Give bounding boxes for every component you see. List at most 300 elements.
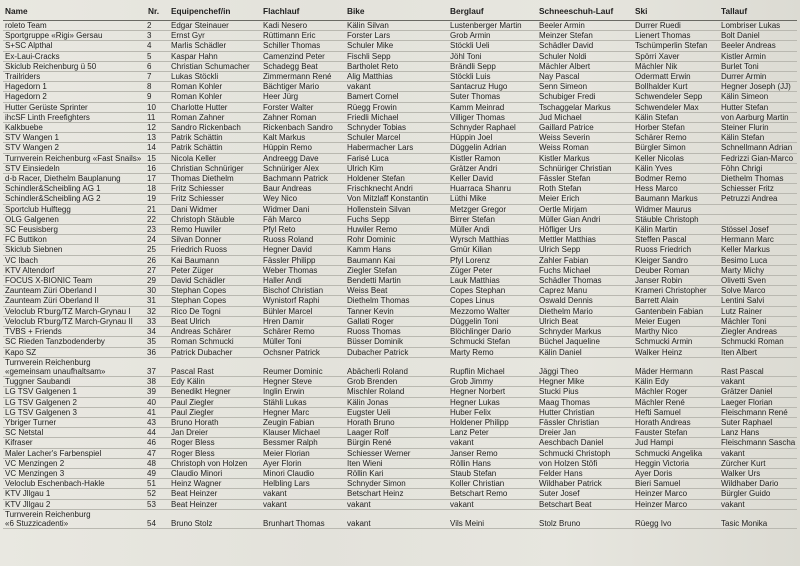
team-number-cell: 43 <box>146 417 169 427</box>
schneeschuh-lauf-cell: Wildhaber Patrick <box>537 479 633 489</box>
table-row <box>3 458 797 468</box>
flachlauf-cell: Bessmer Ralph <box>261 438 345 448</box>
table-row <box>3 174 797 184</box>
bike-cell: Schnyder Tobias <box>345 123 448 133</box>
team-name-line: Kapo SZ <box>5 347 37 357</box>
team-name-cell <box>3 92 146 102</box>
table-row <box>3 438 797 448</box>
tallauf-cell: Schmucki Roman <box>719 337 797 347</box>
team-number-cell: 11 <box>146 112 169 122</box>
flachlauf-cell: Ochsner Patrick <box>261 347 345 357</box>
schneeschuh-lauf-cell: Schädler David <box>537 41 633 51</box>
ski-cell: Hefti Samuel <box>633 407 719 417</box>
flachlauf-cell: Bühler Marcel <box>261 306 345 316</box>
flachlauf-cell: Minori Claudio <box>261 468 345 478</box>
tallauf-cell: Stössel Josef <box>719 225 797 235</box>
berglauf-cell: Copes Stephan <box>448 286 537 296</box>
team-name-cell <box>3 397 146 407</box>
berglauf-cell: Hegner Lukas <box>448 397 537 407</box>
team-name-cell <box>3 174 146 184</box>
bike-cell: Horath Bruno <box>345 417 448 427</box>
team-number-cell: 9 <box>146 92 169 102</box>
bike-cell: vakant <box>345 82 448 92</box>
team-name-cell <box>3 123 146 133</box>
team-name-line: Ex-Laui-Cracks <box>5 51 60 61</box>
ski-cell: Gantenbein Fabian <box>633 306 719 316</box>
team-number-cell: 53 <box>146 499 169 509</box>
equipenchef-cell: Peter Züger <box>169 265 261 275</box>
schneeschuh-lauf-cell: Felder Hans <box>537 468 633 478</box>
tallauf-cell: Walker Urs <box>719 468 797 478</box>
team-name-line: Veloclub Eschenbach-Hakle <box>5 479 105 489</box>
team-number-cell: 4 <box>146 41 169 51</box>
schneeschuh-lauf-cell: Höfliger Urs <box>537 225 633 235</box>
flachlauf-cell: Meier Florian <box>261 448 345 458</box>
equipenchef-cell: Paul Ziegler <box>169 397 261 407</box>
ski-cell: Heinzer Marco <box>633 489 719 499</box>
berglauf-cell: Müller Andi <box>448 225 537 235</box>
team-name-cell <box>3 489 146 499</box>
schneeschuh-lauf-cell: Fuchs Michael <box>537 265 633 275</box>
schneeschuh-lauf-cell: Weiss Roman <box>537 143 633 153</box>
team-name-cell <box>3 61 146 71</box>
bike-cell: Friedli Michael <box>345 112 448 122</box>
ski-cell: Kleiger Sandro <box>633 255 719 265</box>
tallauf-cell: Keller Markus <box>719 245 797 255</box>
bike-cell: Baumann Kai <box>345 255 448 265</box>
flachlauf-cell: Wey Nico <box>261 194 345 204</box>
bike-cell: Bamert Cornel <box>345 92 448 102</box>
tallauf-cell: Föhn Chrigi <box>719 163 797 173</box>
flachlauf-cell: Heer Jürg <box>261 92 345 102</box>
team-name-cell <box>3 296 146 306</box>
team-name-cell <box>3 163 146 173</box>
tallauf-cell: Diethelm Thomas <box>719 174 797 184</box>
berglauf-cell: Rupflin Michael <box>448 357 537 376</box>
bike-cell: Rüegg Frowin <box>345 102 448 112</box>
flachlauf-cell: Rickenbach Sandro <box>261 123 345 133</box>
flachlauf-cell: Widmer Dani <box>261 204 345 214</box>
berglauf-cell: Grätzer Andri <box>448 163 537 173</box>
table-row <box>3 255 797 265</box>
table-row <box>3 51 797 61</box>
tallauf-cell: Hegner Joseph (JJ) <box>719 82 797 92</box>
ski-cell: Steffen Pascal <box>633 235 719 245</box>
flachlauf-cell: Schnüriger Alex <box>261 163 345 173</box>
team-name-line: Trailriders <box>5 72 41 82</box>
team-number-cell: 37 <box>146 357 169 376</box>
team-number-cell: 13 <box>146 133 169 143</box>
team-name-line: Turnverein Reichenburg «Fast Snails» <box>5 153 142 163</box>
schneeschuh-lauf-cell: Stucki Pius <box>537 387 633 397</box>
berglauf-cell: Düggelin Adrian <box>448 143 537 153</box>
team-name-cell <box>3 255 146 265</box>
schneeschuh-lauf-cell: Nay Pascal <box>537 72 633 82</box>
bike-cell: Rohr Dominic <box>345 235 448 245</box>
equipenchef-cell: Thomas Diethelm <box>169 174 261 184</box>
table-row <box>3 387 797 397</box>
team-name-cell <box>3 337 146 347</box>
team-number-cell: 26 <box>146 255 169 265</box>
ski-cell: Marthy Nico <box>633 327 719 337</box>
schneeschuh-lauf-cell: Schädler Thomas <box>537 276 633 286</box>
schneeschuh-lauf-cell: Kistler Markus <box>537 153 633 163</box>
equipenchef-cell: Dani Widmer <box>169 204 261 214</box>
team-name-line: Tuggner Saubandi <box>5 377 71 387</box>
tallauf-cell: Kälin Simeon <box>719 92 797 102</box>
team-number-cell: 33 <box>146 316 169 326</box>
team-number-cell: 52 <box>146 489 169 499</box>
team-number-cell: 24 <box>146 235 169 245</box>
table-row <box>3 102 797 112</box>
equipenchef-cell: Ernst Gyr <box>169 31 261 41</box>
team-name-line: Veloclub R'burg/TZ March-Grynau II <box>5 316 133 326</box>
berglauf-cell: Pfyl Lorenz <box>448 255 537 265</box>
flachlauf-cell: Ayer Florin <box>261 458 345 468</box>
tallauf-cell <box>719 214 797 224</box>
ski-cell: Ayer Doris <box>633 468 719 478</box>
flachlauf-cell: Fässler Philipp <box>261 255 345 265</box>
header-flachlauf: Flachlauf <box>261 4 345 21</box>
flachlauf-cell: Hüppin Remo <box>261 143 345 153</box>
team-name-cell <box>3 387 146 397</box>
equipenchef-cell: Charlotte Hutter <box>169 102 261 112</box>
schneeschuh-lauf-cell: Schnyder Markus <box>537 327 633 337</box>
table-row <box>3 153 797 163</box>
tallauf-cell: Burlet Toni <box>719 61 797 71</box>
table-row <box>3 245 797 255</box>
flachlauf-cell: Bachmann Patrick <box>261 174 345 184</box>
equipenchef-cell: Fritz Schiesser <box>169 184 261 194</box>
team-number-cell: 30 <box>146 286 169 296</box>
team-number-cell: 6 <box>146 61 169 71</box>
team-name-cell <box>3 245 146 255</box>
equipenchef-cell: Roman Kohler <box>169 82 261 92</box>
schneeschuh-lauf-cell: Schuler Noldi <box>537 51 633 61</box>
bike-cell: Gallati Roger <box>345 316 448 326</box>
tallauf-cell: Steiner Flurin <box>719 123 797 133</box>
tallauf-cell: Laeger Florian <box>719 397 797 407</box>
equipenchef-cell: Benedikt Hegner <box>169 387 261 397</box>
bike-cell: Laager Rolf <box>345 428 448 438</box>
berglauf-cell: Mezzomo Walter <box>448 306 537 316</box>
flachlauf-cell: Brunhart Thomas <box>261 509 345 528</box>
ski-cell: Mächler Roger <box>633 387 719 397</box>
flachlauf-cell: Pfyl Reto <box>261 225 345 235</box>
team-name-cell <box>3 407 146 417</box>
flachlauf-cell: Klauser Michael <box>261 428 345 438</box>
team-name-line: VC Ibach <box>5 255 38 265</box>
bike-cell: Ziegler Stefan <box>345 265 448 275</box>
berglauf-cell: Stöckli Ueli <box>448 41 537 51</box>
berglauf-cell: Birrer Stefan <box>448 214 537 224</box>
ski-cell: Bürgler Simon <box>633 143 719 153</box>
table-row <box>3 112 797 122</box>
table-row <box>3 397 797 407</box>
equipenchef-cell: Kai Baumann <box>169 255 261 265</box>
berglauf-cell: Brändli Sepp <box>448 61 537 71</box>
team-name-line: Kifraser <box>5 438 33 448</box>
table-row <box>3 82 797 92</box>
schneeschuh-lauf-cell: Mettler Matthias <box>537 235 633 245</box>
ski-cell: Kälin Edy <box>633 377 719 387</box>
schneeschuh-lauf-cell: Gaillard Patrice <box>537 123 633 133</box>
team-name-line: Hagedorn 2 <box>5 92 47 102</box>
team-name-line: LG TSV Galgenen 1 <box>5 387 77 397</box>
team-name-cell <box>3 316 146 326</box>
berglauf-cell: Metzger Gregor <box>448 204 537 214</box>
equipenchef-cell: Christoph Stäuble <box>169 214 261 224</box>
ski-cell: Lienert Thomas <box>633 31 719 41</box>
tallauf-cell: Zürcher Kurt <box>719 458 797 468</box>
ski-cell: Kälin Yves <box>633 163 719 173</box>
berglauf-cell: Holdener Philipp <box>448 417 537 427</box>
team-name-line: Turnverein Reichenburg <box>5 509 91 519</box>
berglauf-cell: Schmucki Stefan <box>448 337 537 347</box>
schneeschuh-lauf-cell: Beeler Armin <box>537 21 633 31</box>
equipenchef-cell: Marlis Schädler <box>169 41 261 51</box>
tallauf-cell: Bürgler Guido <box>719 489 797 499</box>
table-row <box>3 499 797 509</box>
berglauf-cell: Staub Stefan <box>448 468 537 478</box>
header-row <box>3 4 797 21</box>
tallauf-cell: Iten Albert <box>719 347 797 357</box>
equipenchef-cell: Kaspar Hahn <box>169 51 261 61</box>
bike-cell: Holdener Stefan <box>345 174 448 184</box>
team-name-line: SC Feusisberg <box>5 225 58 235</box>
team-name-cell <box>3 184 146 194</box>
flachlauf-cell: Ruoss Roland <box>261 235 345 245</box>
schneeschuh-lauf-cell: Hegner Mike <box>537 377 633 387</box>
table-row <box>3 337 797 347</box>
berglauf-cell: Vils Meini <box>448 509 537 528</box>
ski-cell: Fauster Stefan <box>633 428 719 438</box>
team-name-cell <box>3 225 146 235</box>
team-name-cell <box>3 214 146 224</box>
berglauf-cell: Grob Jimmy <box>448 377 537 387</box>
tallauf-cell: vakant <box>719 499 797 509</box>
bike-cell: Fuchs Sepp <box>345 214 448 224</box>
equipenchef-cell: Pascal Rast <box>169 357 261 376</box>
ski-cell: Kälin Martin <box>633 225 719 235</box>
tallauf-cell: Petruzzi Andrea <box>719 194 797 204</box>
table-row <box>3 143 797 153</box>
team-name-line: «6 Stuzzicadenti» <box>5 518 69 528</box>
team-name-cell <box>3 499 146 509</box>
equipenchef-cell: Patrik Schättin <box>169 143 261 153</box>
equipenchef-cell: Silvan Donner <box>169 235 261 245</box>
bike-cell: Von Mitzlaff Konstantin <box>345 194 448 204</box>
tallauf-cell: Bolt Daniel <box>719 31 797 41</box>
ski-cell: Tschümperlin Stefan <box>633 41 719 51</box>
flachlauf-cell: Weber Thomas <box>261 265 345 275</box>
bike-cell: Weiss Beat <box>345 286 448 296</box>
flachlauf-cell: vakant <box>261 499 345 509</box>
schneeschuh-lauf-cell: Aeschbach Daniel <box>537 438 633 448</box>
tallauf-cell: Kistler Armin <box>719 51 797 61</box>
team-name-line: Sportgruppe «Rigi» Gersau <box>5 31 103 41</box>
team-name-cell <box>3 72 146 82</box>
tallauf-cell: Tasic Monika <box>719 509 797 528</box>
bike-cell: Diethelm Thomas <box>345 296 448 306</box>
team-number-cell: 32 <box>146 306 169 316</box>
team-name-line: STV Wangen 1 <box>5 133 59 143</box>
team-number-cell: 19 <box>146 194 169 204</box>
schneeschuh-lauf-cell: Roth Stefan <box>537 184 633 194</box>
bike-cell: Dubacher Patrick <box>345 347 448 357</box>
team-number-cell: 38 <box>146 377 169 387</box>
flachlauf-cell: Rüttimann Eric <box>261 31 345 41</box>
equipenchef-cell: Roger Bless <box>169 448 261 458</box>
team-name-line: Maler Lacher's Farbenspiel <box>5 448 102 458</box>
team-number-cell: 25 <box>146 245 169 255</box>
schneeschuh-lauf-cell: Büchel Jaqueline <box>537 337 633 347</box>
table-row <box>3 286 797 296</box>
berglauf-cell: Lauk Matthias <box>448 276 537 286</box>
team-number-cell: 27 <box>146 265 169 275</box>
team-number-cell: 44 <box>146 428 169 438</box>
table-row <box>3 489 797 499</box>
equipenchef-cell: Fritz Schiesser <box>169 194 261 204</box>
header-name: Name <box>3 4 146 21</box>
bike-cell: Schnyder Simon <box>345 479 448 489</box>
schneeschuh-lauf-cell: Jäggi Theo <box>537 357 633 376</box>
table-row <box>3 265 797 275</box>
table-row <box>3 357 797 376</box>
table-row <box>3 184 797 194</box>
team-number-cell: 15 <box>146 153 169 163</box>
team-number-cell: 31 <box>146 296 169 306</box>
berglauf-cell: Lustenberger Martin <box>448 21 537 31</box>
berglauf-cell: Copes Linus <box>448 296 537 306</box>
team-number-cell: 17 <box>146 174 169 184</box>
team-name-line: Hagedorn 1 <box>5 82 47 92</box>
bike-cell: Büsser Dominik <box>345 337 448 347</box>
team-name-line: VC Menzingen 3 <box>5 468 65 478</box>
team-number-cell: 41 <box>146 407 169 417</box>
flachlauf-cell: Haller Andi <box>261 276 345 286</box>
ski-cell: Schwendeler Max <box>633 102 719 112</box>
bike-cell: Frischknecht Andri <box>345 184 448 194</box>
flachlauf-cell: Kalt Markus <box>261 133 345 143</box>
flachlauf-cell: Schärer Remo <box>261 327 345 337</box>
schneeschuh-lauf-cell: Oswald Dennis <box>537 296 633 306</box>
schneeschuh-lauf-cell: Ulrich Sepp <box>537 245 633 255</box>
bike-cell: Iten Wieni <box>345 458 448 468</box>
bike-cell: vakant <box>345 499 448 509</box>
tallauf-cell: Ziegler Andreas <box>719 327 797 337</box>
tallauf-cell: Kälin Stefan <box>719 133 797 143</box>
flachlauf-cell: Schadegg Beat <box>261 61 345 71</box>
flachlauf-cell: vakant <box>261 489 345 499</box>
table-row <box>3 306 797 316</box>
team-name-cell <box>3 306 146 316</box>
team-number-cell: 10 <box>146 102 169 112</box>
table-row <box>3 509 797 528</box>
ski-cell: Heggin Victoria <box>633 458 719 468</box>
berglauf-cell: Suter Thomas <box>448 92 537 102</box>
equipenchef-cell: Nicola Keller <box>169 153 261 163</box>
ski-cell: Mächler Nik <box>633 61 719 71</box>
flachlauf-cell: Bischof Christian <box>261 286 345 296</box>
flachlauf-cell: Camenzind Peter <box>261 51 345 61</box>
table-row <box>3 41 797 51</box>
ski-cell: Schwendeler Sepp <box>633 92 719 102</box>
team-name-line: STV Wangen 2 <box>5 143 59 153</box>
team-name-cell <box>3 204 146 214</box>
table-body <box>3 21 797 529</box>
berglauf-cell: Schnyder Raphael <box>448 123 537 133</box>
ski-cell: Mächler René <box>633 397 719 407</box>
team-name-line: TVBS + Friends <box>5 327 62 337</box>
tallauf-cell: vakant <box>719 448 797 458</box>
table-row <box>3 479 797 489</box>
team-number-cell: 54 <box>146 509 169 528</box>
schneeschuh-lauf-cell: Oertle Mirjam <box>537 204 633 214</box>
tallauf-cell: Grätzer Daniel <box>719 387 797 397</box>
berglauf-cell: Gmür Kilian <box>448 245 537 255</box>
flachlauf-cell: Zimmermann René <box>261 72 345 82</box>
team-name-cell <box>3 112 146 122</box>
bike-cell: Bendetti Martin <box>345 276 448 286</box>
equipenchef-cell: Jan Dreier <box>169 428 261 438</box>
team-number-cell: 51 <box>146 479 169 489</box>
berglauf-cell: vakant <box>448 438 537 448</box>
tallauf-cell: Beeler Andreas <box>719 41 797 51</box>
berglauf-cell: Stöckli Luis <box>448 72 537 82</box>
equipenchef-cell: Roger Bless <box>169 438 261 448</box>
ski-cell: Baumann Markus <box>633 194 719 204</box>
equipenchef-cell: Heinz Wagner <box>169 479 261 489</box>
flachlauf-cell: Stähli Lukas <box>261 397 345 407</box>
flachlauf-cell: Helbling Lars <box>261 479 345 489</box>
flachlauf-cell: Wynistorf Raphi <box>261 296 345 306</box>
schneeschuh-lauf-cell: Kälin Daniel <box>537 347 633 357</box>
equipenchef-cell: Beat Ulrich <box>169 316 261 326</box>
table-row <box>3 407 797 417</box>
team-name-cell <box>3 438 146 448</box>
team-list-table <box>3 4 797 529</box>
team-name-cell <box>3 143 146 153</box>
team-name-cell <box>3 377 146 387</box>
flachlauf-cell: Hegner Steve <box>261 377 345 387</box>
team-name-line: LG TSV Galgenen 3 <box>5 407 77 417</box>
flachlauf-cell: Baur Andreas <box>261 184 345 194</box>
flachlauf-cell: Zeugin Fabian <box>261 417 345 427</box>
berglauf-cell: Blöchlinger Dario <box>448 327 537 337</box>
ski-cell: Rüegg Ivo <box>633 509 719 528</box>
equipenchef-cell: Paul Ziegler <box>169 407 261 417</box>
team-name-line: KTV Jllgau 1 <box>5 489 51 499</box>
team-name-cell <box>3 194 146 204</box>
equipenchef-cell: Beat Heinzer <box>169 489 261 499</box>
table-row <box>3 468 797 478</box>
berglauf-cell: Grob Armin <box>448 31 537 41</box>
tallauf-cell: Marty Michy <box>719 265 797 275</box>
table-row <box>3 428 797 438</box>
equipenchef-cell: Edy Kälin <box>169 377 261 387</box>
team-name-line: Schindler&Scheibling AG 1 <box>5 184 101 194</box>
team-name-line: Zaunteam Züri Oberland II <box>5 296 99 306</box>
header-equipenchef: Equipenchef/in <box>169 4 261 21</box>
bike-cell: Ulrich Kim <box>345 163 448 173</box>
schneeschuh-lauf-cell: Meinzer Stefan <box>537 31 633 41</box>
bike-cell: Kamm Hans <box>345 245 448 255</box>
ski-cell: Walker Heinz <box>633 347 719 357</box>
bike-cell: Schuler Marcel <box>345 133 448 143</box>
team-name-cell <box>3 509 146 528</box>
schneeschuh-lauf-cell: von Holzen Stöfi <box>537 458 633 468</box>
